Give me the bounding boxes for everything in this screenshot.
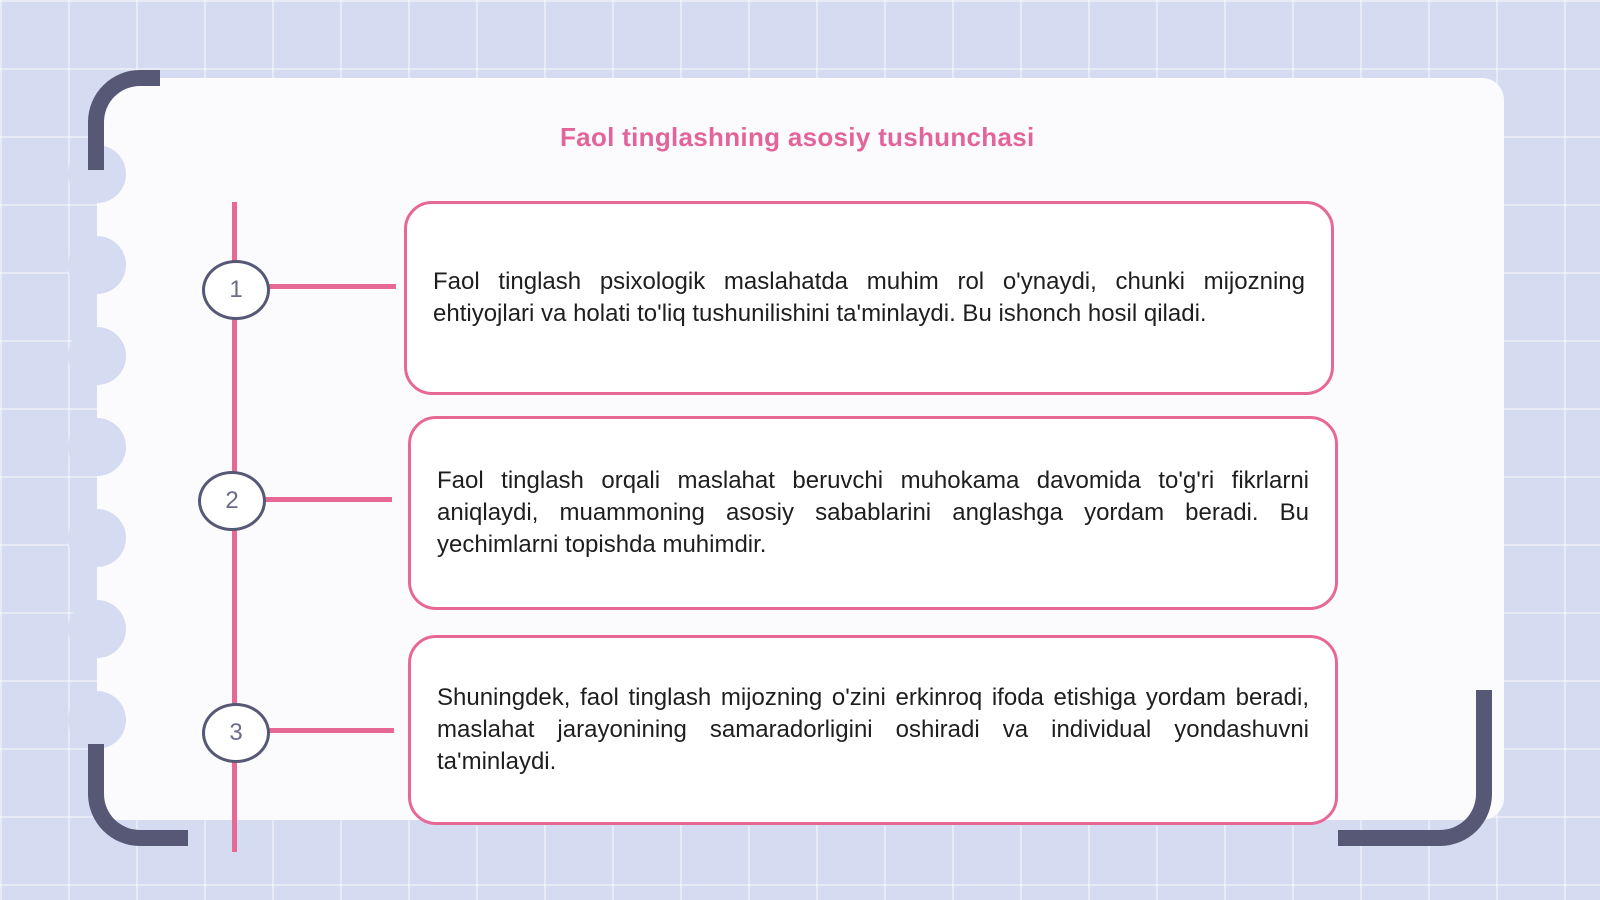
timeline-connector (266, 728, 394, 733)
step-card-2 (408, 416, 1338, 610)
timeline-connector (262, 497, 392, 502)
timeline-node-3: 3 (202, 703, 270, 763)
corner-bracket-top-left (88, 70, 160, 170)
step-card-text: Faol tinglash orqali maslahat beruvchi muhokama davomida to'g'ri fikrlarni aniqlaydi, muammoning asosiy sabablarini anglashga yordam beradi. Bu yechimlarni topishda muhimdir. (437, 467, 1309, 558)
step-card-1 (404, 201, 1334, 395)
step-card-text: Faol tinglash psixologik maslahatda muhim rol o'ynaydi, chunki mijozning ehtiyojlari va holati to'liq tushunilishini ta'minlaydi. Bu ishonch hosil qiladi. (433, 268, 1305, 327)
sheet-scallop (68, 509, 126, 567)
corner-bracket-bottom-left (88, 744, 188, 846)
sheet-scallop (68, 236, 126, 294)
sheet-scallop (68, 600, 126, 658)
slide-title: Faol tinglashning asosiy tushunchasi (560, 122, 1035, 152)
sheet-scallop (68, 418, 126, 476)
sheet-scallop (68, 327, 126, 385)
timeline-node-1: 1 (202, 260, 270, 320)
corner-bracket-bottom-right (1338, 690, 1492, 846)
step-card-text: Shuningdek, faol tinglash mijozning o'zini erkinroq ifoda etishiga yordam beradi, maslahat jarayonining samaradorligini oshiradi va individual yondashuvni ta'minlaydi. (437, 684, 1309, 775)
timeline-connector (266, 284, 396, 289)
timeline-node-2: 2 (198, 471, 266, 531)
sheet-scallop (68, 691, 126, 749)
step-card-3 (408, 635, 1338, 825)
